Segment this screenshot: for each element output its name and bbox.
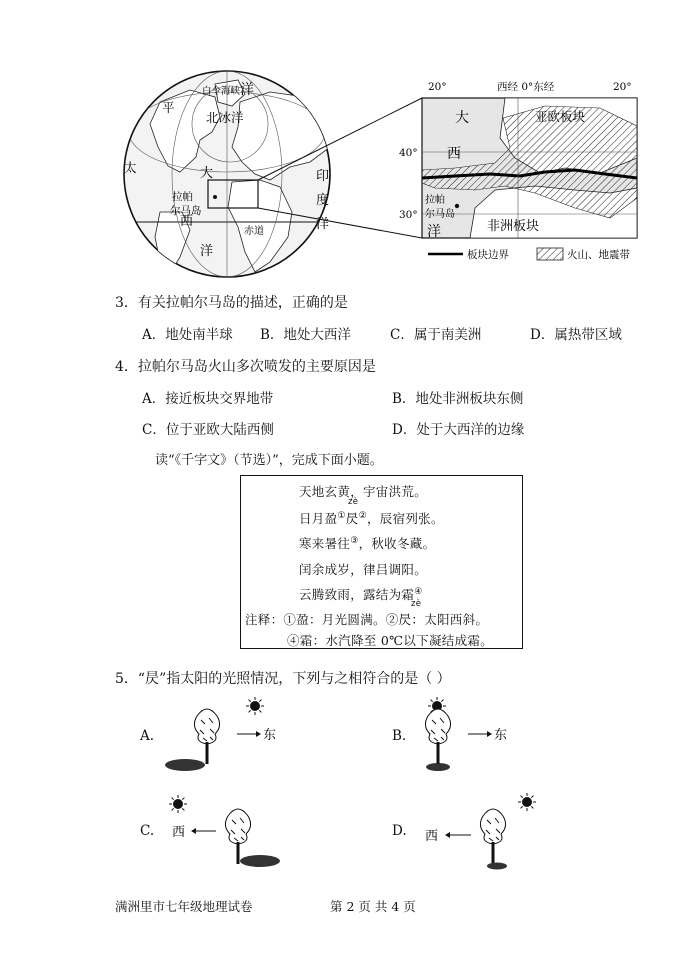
inset-la-palma-dot: [455, 204, 459, 208]
poem-pinyin-ze: zè: [348, 497, 359, 507]
label-yin: 印: [316, 169, 330, 184]
poem-line-2-a: 日月盈: [299, 511, 338, 526]
label-xi: 西: [180, 214, 194, 229]
q5-option-a-figure[interactable]: [160, 694, 295, 774]
poem-line-5: [299, 585, 423, 603]
direction-label: 西: [172, 825, 186, 840]
label-la-palma-1: 拉帕: [172, 191, 193, 203]
poem-line-4: 闰余成岁，律吕调阳。: [299, 562, 428, 577]
q4-option-b[interactable]: B．地处非洲板块东侧: [392, 391, 524, 407]
poem-line-3: [299, 534, 435, 552]
label-da: 大: [200, 166, 214, 181]
q4-stem: 4．拉帕尔马岛火山多次喷发的主要原因是: [115, 359, 376, 375]
sun-icon: [246, 697, 264, 715]
direction-label: 西: [425, 829, 439, 844]
poem-line-3-b: ，秋收冬藏。: [358, 536, 436, 551]
label-tai: 太: [124, 160, 137, 175]
q5-option-b-figure[interactable]: [410, 694, 530, 774]
q3-stem: 3．有关拉帕尔马岛的描述，正确的是: [115, 295, 348, 311]
poem-line-3-a: 寒来暑往: [299, 536, 351, 551]
q4-option-c[interactable]: C．位于亚欧大陆西侧: [142, 422, 274, 438]
q4-option-d[interactable]: D．处于大西洋的边缘: [392, 422, 525, 438]
note-line-2: ④霜：水汽降至 0℃以下凝结成霜。: [287, 633, 494, 648]
lon-center: 西经 0°东经: [497, 81, 555, 93]
note-line-1: [245, 610, 488, 628]
tree-shadow: [487, 863, 507, 870]
label-la-palma-2: 尔马岛: [170, 205, 202, 217]
lat-30: 30°: [399, 209, 418, 221]
note-pinyin-ze: zè: [411, 599, 422, 609]
tree-icon: [194, 709, 219, 764]
inset-map: [395, 78, 645, 263]
label-eurasian-plate: 亚欧板块: [535, 109, 586, 124]
q3-option-a[interactable]: A．地处南半球: [142, 327, 233, 343]
q5-stem: 5．“昃”指太阳的光照情况，下列与之相符合的是（ ）: [115, 671, 451, 687]
poem-mark-1: ①: [337, 510, 346, 521]
poem-line-1: 天地玄黄，宇宙洪荒。: [299, 484, 428, 499]
poem-char-ze: 昃: [345, 511, 359, 526]
lon-left: 20°: [428, 81, 447, 93]
inset-label-la-palma-1: 拉帕: [425, 195, 445, 206]
footer-exam-title: 满洲里市七年级地理试卷: [115, 899, 253, 914]
label-african-plate: 非洲板块: [487, 219, 540, 234]
q5-option-d-figure[interactable]: [415, 786, 545, 870]
label-arctic-ocean: 北冰洋: [206, 110, 244, 125]
inset-label-yang: 洋: [427, 224, 441, 240]
inset-label-da: 大: [455, 110, 469, 126]
label-bering: 白令海峡: [202, 86, 241, 97]
poem-mark-4: ④: [414, 586, 423, 597]
poem-line-5-a: 云腾致雨，露结为霜: [299, 587, 415, 602]
q3-option-b[interactable]: B．地处大西洋: [260, 327, 351, 343]
q4-option-a[interactable]: A．接近板块交界地带: [142, 391, 274, 407]
label-yang-top: 洋: [240, 82, 254, 98]
poem-box: [240, 475, 523, 649]
reading-intro: 读“《千字文》（节选）”，完成下面小题。: [155, 453, 383, 468]
poem-line-2-b: ，辰宿列张。: [366, 511, 444, 526]
note-1: ①盈：月光圆满。②昃：太阳西斜。: [283, 612, 489, 627]
direction-label: 东: [494, 728, 508, 743]
tree-shadow: [426, 763, 450, 771]
inset-label-xi: 西: [447, 146, 461, 162]
q5-option-c-letter[interactable]: C.: [140, 823, 155, 839]
inset-label-la-palma-2: 尔马岛: [425, 209, 455, 220]
tree-shadow: [240, 855, 280, 867]
label-equator: 赤道: [244, 226, 264, 237]
lat-40: 40°: [399, 147, 418, 159]
label-yang-bottom: 洋: [200, 244, 214, 259]
sun-icon: [518, 793, 536, 811]
legend-volcano-swatch: [537, 248, 563, 260]
legend-boundary: 板块边界: [467, 249, 509, 261]
q5-option-a-letter[interactable]: A.: [140, 728, 155, 744]
q5-option-b-letter[interactable]: B.: [392, 728, 407, 744]
tree-icon: [480, 809, 505, 864]
label-du: 度: [316, 193, 330, 208]
poem-mark-3: ③: [350, 535, 359, 546]
tree-icon: [425, 709, 450, 764]
label-yang-right: 洋: [316, 217, 330, 232]
legend-volcano: 火山、地震带: [567, 249, 630, 261]
q5-option-c-figure[interactable]: [160, 790, 290, 870]
q5-option-d-letter[interactable]: D.: [392, 823, 407, 839]
tree-icon: [225, 809, 250, 864]
label-ping: 平: [162, 100, 175, 115]
poem-mark-2: ②: [358, 510, 367, 521]
lon-right: 20°: [613, 81, 632, 93]
poem-line-2: [299, 509, 444, 527]
footer-page-number: 第 2 页 共 4 页: [330, 899, 416, 914]
direction-label: 东: [263, 728, 277, 743]
q3-option-d[interactable]: D．属热带区域: [530, 327, 622, 343]
tree-shadow: [165, 759, 205, 771]
note-label: 注释：: [245, 612, 284, 627]
q3-option-c[interactable]: C．属于南美洲: [390, 327, 482, 343]
sun-icon: [169, 795, 187, 813]
